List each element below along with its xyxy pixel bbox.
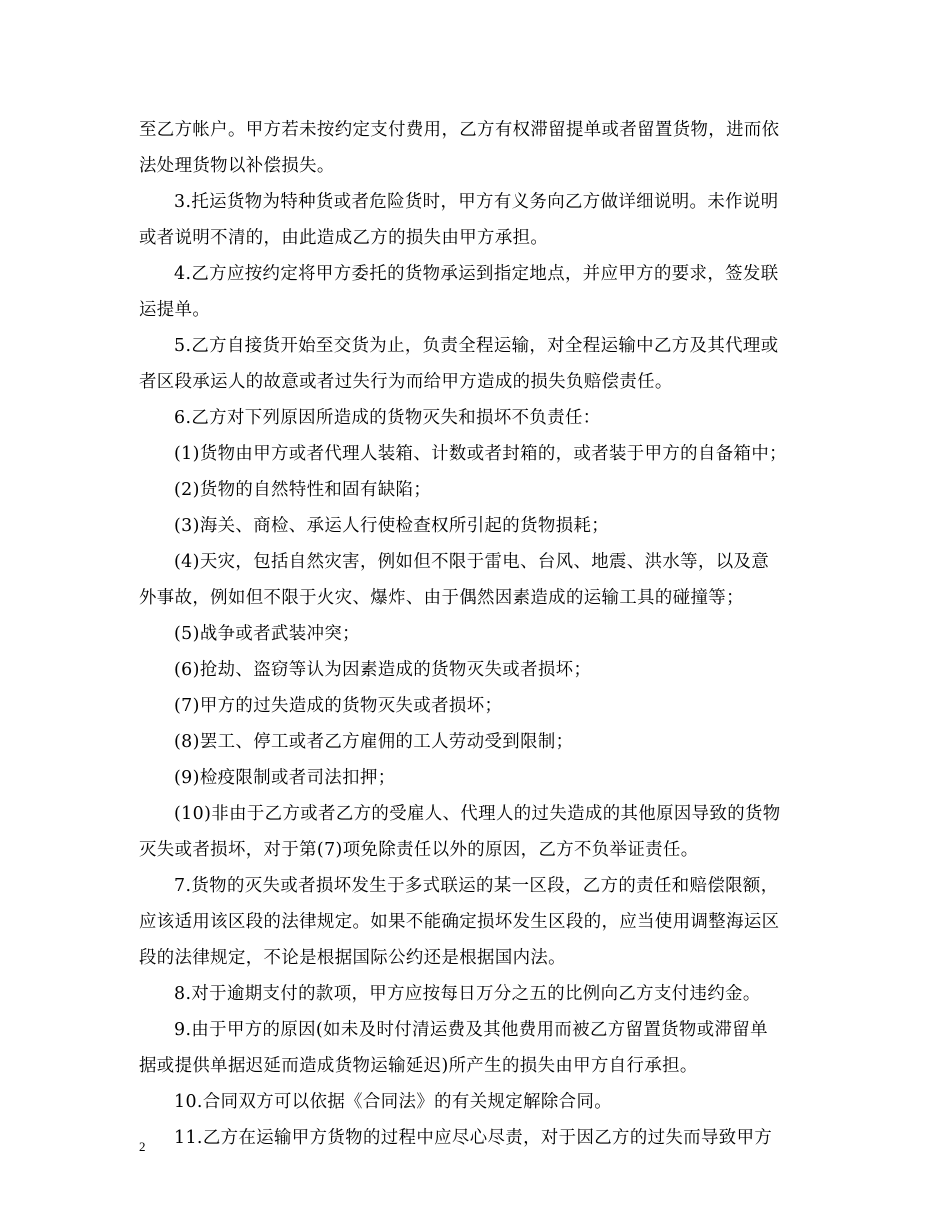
text-line: (1)货物由甲方或者代理人装箱、计数或者封箱的，或者装于甲方的自备箱中； xyxy=(174,444,787,464)
text-line: 8.对于逾期支付的款项，甲方应按每日万分之五的比例向乙方支付违约金。 xyxy=(174,984,761,1004)
text-line: (9)检疫限制或者司法扣押； xyxy=(174,768,396,788)
text-line: (6)抢劫、盗窃等认为因素造成的货物灭失或者损坏； xyxy=(174,660,592,680)
text-line: 法处理货物以补偿损失。 xyxy=(139,156,335,176)
text-line: (7)甲方的过失造成的货物灭失或者损坏； xyxy=(174,696,503,716)
text-line: (4)天灾，包括自然灾害，例如但不限于雷电、台风、地震、洪水等，以及意 xyxy=(174,552,770,572)
text-line: 运提单。 xyxy=(139,300,211,320)
text-line: 灭失或者损坏，对于第(7)项免除责任以外的原因，乙方不负举证责任。 xyxy=(139,840,699,860)
text-line: 外事故，例如但不限于火灾、爆炸、由于偶然因素造成的运输工具的碰撞等； xyxy=(139,588,744,608)
text-line: 6.乙方对下列原因所造成的货物灭失和损坏不负责任： xyxy=(174,408,601,428)
text-line: 应该适用该区段的法律规定。如果不能确定损坏发生区段的，应当使用调整海运区 xyxy=(139,912,780,932)
text-line: 7.货物的灭失或者损坏发生于多式联运的某一区段，乙方的责任和赔偿限额， xyxy=(174,876,779,896)
text-line: (10)非由于乙方或者乙方的受雇人、代理人的过失造成的其他原因导致的货物 xyxy=(174,804,781,824)
page-number: 2 xyxy=(139,1139,146,1154)
text-line: 段的法律规定，不论是根据国际公约还是根据国内法。 xyxy=(139,948,566,968)
text-line: (3)海关、商检、承运人行使检查权所引起的货物损耗； xyxy=(174,516,610,536)
text-line: 据或提供单据迟延而造成货物运输延迟)所产生的损失由甲方自行承担。 xyxy=(139,1056,698,1076)
text-line: 4.乙方应按约定将甲方委托的货物承运到指定地点，并应甲方的要求，签发联 xyxy=(174,264,779,284)
text-line: (2)货物的自然特性和固有缺陷； xyxy=(174,480,432,500)
text-line: 者区段承运人的故意或者过失行为而给甲方造成的损失负赔偿责任。 xyxy=(139,372,673,392)
text-line: 11.乙方在运输甲方货物的过程中应尽心尽责，对于因乙方的过失而导致甲方 xyxy=(174,1128,773,1148)
text-line: 5.乙方自接货开始至交货为止，负责全程运输，对全程运输中乙方及其代理或 xyxy=(174,336,779,356)
text-line: 9.由于甲方的原因(如未及时付清运费及其他费用而被乙方留置货物或滞留单 xyxy=(174,1020,768,1040)
text-line: 至乙方帐户。甲方若未按约定支付费用，乙方有权滞留提单或者留置货物，进而依 xyxy=(139,120,780,140)
text-line: 10.合同双方可以依据《合同法》的有关规定解除合同。 xyxy=(174,1092,613,1112)
text-line: 或者说明不清的，由此造成乙方的损失由甲方承担。 xyxy=(139,228,549,248)
text-line: (5)战争或者武装冲突； xyxy=(174,624,360,644)
text-line: 3.托运货物为特种货或者危险货时，甲方有义务向乙方做详细说明。未作说明 xyxy=(174,192,779,212)
text-line: (8)罢工、停工或者乙方雇佣的工人劳动受到限制； xyxy=(174,732,574,752)
